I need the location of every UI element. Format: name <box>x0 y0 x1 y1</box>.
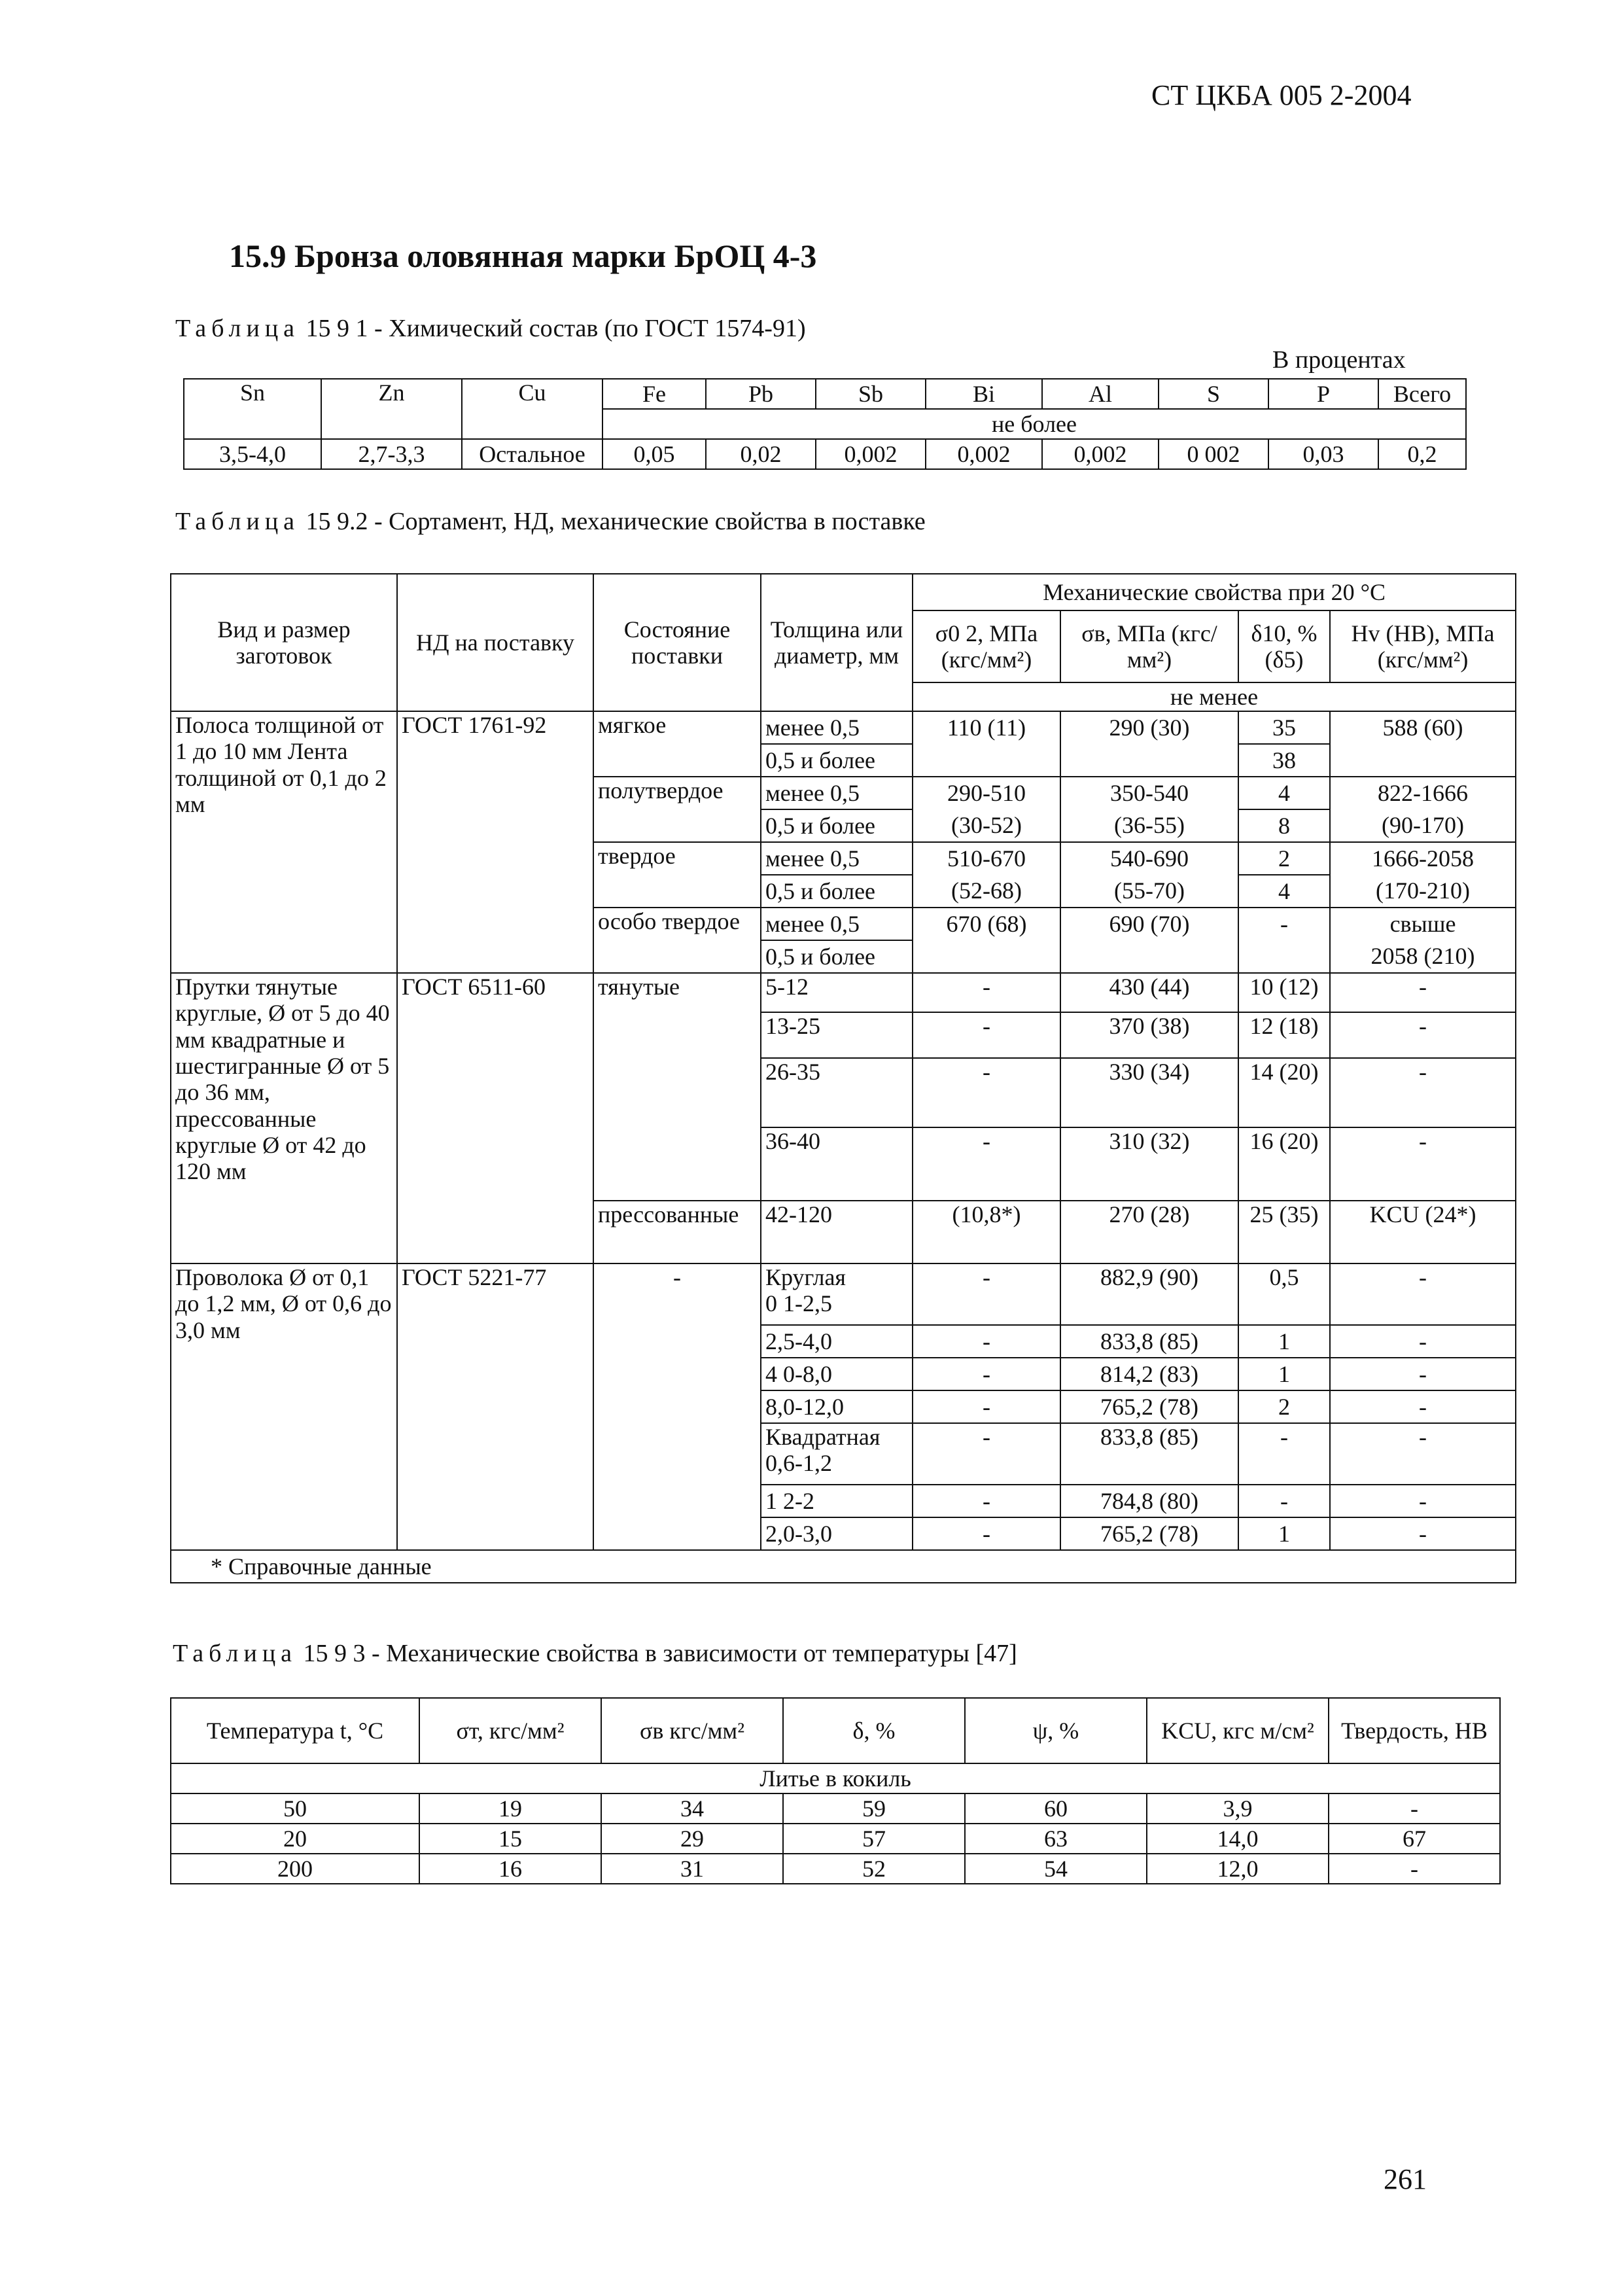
table2-caption <box>175 507 926 536</box>
table-cell: 2058 (210) <box>1330 940 1516 973</box>
table-cell: 765,2 (78) <box>1060 1517 1238 1550</box>
table-cell: 16 (20) <box>1238 1127 1330 1201</box>
header-kind: Вид и размер заготовок <box>171 574 397 711</box>
table-cell: 882,9 (90) <box>1060 1263 1238 1325</box>
header-s02: σ0 2, МПа (кгс/мм²) <box>913 610 1060 682</box>
header-d10: δ10, % (δ5) <box>1238 610 1330 682</box>
table-cell: 510-670 <box>913 842 1060 875</box>
table-cell: 200 <box>171 1854 419 1884</box>
table-cell: - <box>1330 1358 1516 1390</box>
table-cell: 25 (35) <box>1238 1201 1330 1263</box>
table-cell: - <box>913 973 1060 1012</box>
table-cell: 0,5 и более <box>761 875 913 908</box>
table1-unit: В процентах <box>1272 346 1406 374</box>
header-cell: Zn <box>321 379 462 439</box>
footnote-row <box>171 1550 1516 1583</box>
table-cell: 59 <box>783 1793 965 1824</box>
table3-number: 15 9 3 <box>303 1640 366 1667</box>
table-cell: 5-12 <box>761 973 913 1012</box>
table-cell: 0,5 и более <box>761 744 913 777</box>
table-cell: 29 <box>601 1824 783 1854</box>
table-cell: 0,5 <box>1238 1263 1330 1325</box>
header-nd: НД на поставку <box>397 574 593 711</box>
table-cell: - <box>1238 1485 1330 1517</box>
group3-kind: Проволока Ø от 0,1 до 1,2 мм, Ø от 0,6 до 3,0 мм <box>171 1263 397 1550</box>
table-cell: - <box>1330 1423 1516 1485</box>
table-cell: - <box>913 1423 1060 1485</box>
table-cell <box>1330 744 1516 777</box>
table-cell: Остальное <box>462 439 602 469</box>
table-cell: 290 (30) <box>1060 711 1238 744</box>
table-cell: 1666-2058 <box>1330 842 1516 875</box>
footnote: * Справочные данные <box>171 1550 1516 1583</box>
table-cell <box>913 744 1060 777</box>
table-cell: - <box>1329 1854 1500 1884</box>
table-cell: (30-52) <box>913 809 1060 842</box>
table-cell: - <box>913 1325 1060 1358</box>
group1-kind: Полоса толщиной от 1 до 10 мм Лента толщиной от 0,1 до 2 мм <box>171 711 397 973</box>
table-cell: 54 <box>965 1854 1147 1884</box>
table-cell: 833,8 (85) <box>1060 1325 1238 1358</box>
header-mech: Механические свойства при 20 °С <box>913 574 1516 610</box>
table-cell: 270 (28) <box>1060 1201 1238 1263</box>
table-cell: 26-35 <box>761 1058 913 1127</box>
table-cell: 13-25 <box>761 1012 913 1058</box>
table-cell: 31 <box>601 1854 783 1884</box>
table-cell: 42-120 <box>761 1201 913 1263</box>
table-cell: 12,0 <box>1147 1854 1329 1884</box>
table-cell: 765,2 (78) <box>1060 1390 1238 1423</box>
table-cell: 2,0-3,0 <box>761 1517 913 1550</box>
table-cell: - <box>913 1263 1060 1325</box>
table-cell: 10 (12) <box>1238 973 1330 1012</box>
table-cell: 814,2 (83) <box>1060 1358 1238 1390</box>
table-cell: 67 <box>1329 1824 1500 1854</box>
header-cell: Sb <box>816 379 926 409</box>
shape-round: Круглая <box>765 1264 846 1290</box>
table-cell: - <box>913 1358 1060 1390</box>
table-cell: - <box>1330 1058 1516 1127</box>
header-size: Толщина или диаметр, мм <box>761 574 913 711</box>
table-cell: 330 (34) <box>1060 1058 1238 1127</box>
table-row <box>184 439 1466 469</box>
assortment-table <box>170 573 1516 1583</box>
table-cell: 4 <box>1238 875 1330 908</box>
table-cell: 430 (44) <box>1060 973 1238 1012</box>
table-cell: - <box>1330 1127 1516 1201</box>
table-cell: менее 0,5 <box>761 842 913 875</box>
table-cell: 350-540 <box>1060 777 1238 809</box>
header-min: не менее <box>913 682 1516 711</box>
header-state: Состояние поставки <box>593 574 761 711</box>
table-cell: (36-55) <box>1060 809 1238 842</box>
table3-title: - Механические свойства в зависимости от температуры [47] <box>372 1640 1017 1667</box>
table-cell: 14 (20) <box>1238 1058 1330 1127</box>
table-cell: 2 <box>1238 1390 1330 1423</box>
table-cell: 1 2-2 <box>761 1485 913 1517</box>
table-cell: 1 <box>1238 1358 1330 1390</box>
table-cell: - <box>1329 1793 1500 1824</box>
table-cell: 52 <box>783 1854 965 1884</box>
table-cell: - <box>1330 1325 1516 1358</box>
table-cell <box>1060 744 1238 777</box>
table-cell: - <box>1330 1517 1516 1550</box>
header-cell: KCU, кгс м/см² <box>1147 1698 1329 1763</box>
table-cell: 2,5-4,0 <box>761 1325 913 1358</box>
document-code: СТ ЦКБА 005 2-2004 <box>1151 79 1412 111</box>
table-cell: 0,2 <box>1378 439 1466 469</box>
table-cell: 0 002 <box>1159 439 1268 469</box>
group1-nd: ГОСТ 1761-92 <box>397 711 593 973</box>
state-wire: - <box>593 1263 761 1550</box>
table-cell: KCU (24*) <box>1330 1201 1516 1263</box>
table3-label: Таблица <box>173 1640 298 1667</box>
table-cell: - <box>1238 1423 1330 1485</box>
table-cell: - <box>1330 973 1516 1012</box>
header-cell: Al <box>1042 379 1159 409</box>
table-cell: 290-510 <box>913 777 1060 809</box>
header-cell: Pb <box>706 379 816 409</box>
header-cell: Твердость, НВ <box>1329 1698 1500 1763</box>
table2-title: - Сортамент, НД, механические свойства в поставке <box>374 508 926 535</box>
table-cell: 2 <box>1238 842 1330 875</box>
table-cell: 110 (11) <box>913 711 1060 744</box>
table-cell: (170-210) <box>1330 875 1516 908</box>
table-cell: менее 0,5 <box>761 711 913 744</box>
table-cell: (52-68) <box>913 875 1060 908</box>
table-cell: - <box>913 1485 1060 1517</box>
shape-square: Квадратная <box>765 1424 881 1450</box>
table-cell: 822-1666 <box>1330 777 1516 809</box>
table2-label: Таблица <box>175 508 300 535</box>
header-sv: σв, МПа (кгс/мм²) <box>1060 610 1238 682</box>
header-cell: Bi <box>926 379 1042 409</box>
table-cell: - <box>1330 1012 1516 1058</box>
table3-header-row <box>171 1698 1500 1763</box>
table-cell <box>761 1263 913 1325</box>
table-cell: - <box>1330 1390 1516 1423</box>
table-cell: 14,0 <box>1147 1824 1329 1854</box>
table-row <box>171 711 1516 744</box>
table-cell <box>913 940 1060 973</box>
table-row <box>171 1793 1500 1824</box>
header-cell: Cu <box>462 379 602 439</box>
table-cell: 0,002 <box>816 439 926 469</box>
table-row <box>171 1854 1500 1884</box>
size-value: 0,6-1,2 <box>765 1450 832 1477</box>
table-cell: 1 <box>1238 1517 1330 1550</box>
table-cell: 310 (32) <box>1060 1127 1238 1201</box>
table-cell: 3,5-4,0 <box>184 439 321 469</box>
table-cell: 8,0-12,0 <box>761 1390 913 1423</box>
table-cell: 370 (38) <box>1060 1012 1238 1058</box>
table-cell <box>1238 940 1330 973</box>
page-number: 261 <box>1384 2163 1427 2195</box>
state-extra-hard: особо твердое <box>593 908 761 973</box>
table-cell: 0,5 и более <box>761 940 913 973</box>
table-cell: 1 <box>1238 1325 1330 1358</box>
header-cell: ψ, % <box>965 1698 1147 1763</box>
table-cell: - <box>1330 1263 1516 1325</box>
table-cell: менее 0,5 <box>761 908 913 940</box>
group2-kind: Прутки тянутые круглые, Ø от 5 до 40 мм квадратные и шестигранные Ø от 5 до 36 мм, прессованные круглые Ø от 42 до 120 мм <box>171 973 397 1263</box>
table1-number: 15 9 1 <box>305 315 368 342</box>
state-hard: твердое <box>593 842 761 908</box>
chemical-composition-table <box>183 378 1467 470</box>
table-row <box>171 1263 1516 1325</box>
state-pressed: прессованные <box>593 1201 761 1263</box>
table-cell: 38 <box>1238 744 1330 777</box>
subheader-cell: Литье в кокиль <box>171 1763 1500 1793</box>
table-cell: - <box>913 1390 1060 1423</box>
table-cell: 8 <box>1238 809 1330 842</box>
table-cell: - <box>1238 908 1330 940</box>
group2-nd: ГОСТ 6511-60 <box>397 973 593 1263</box>
header-hv: Hv (HB), МПа (кгс/мм²) <box>1330 610 1516 682</box>
table-cell: 0,5 и более <box>761 809 913 842</box>
table-cell: 15 <box>419 1824 601 1854</box>
table-cell: 784,8 (80) <box>1060 1485 1238 1517</box>
table-cell: 4 0-8,0 <box>761 1358 913 1390</box>
table-cell: 588 (60) <box>1330 711 1516 744</box>
table1-header-row <box>184 379 1466 409</box>
table1-caption <box>175 314 806 343</box>
table-cell: 34 <box>601 1793 783 1824</box>
table-cell: 36-40 <box>761 1127 913 1201</box>
table-cell: 2,7-3,3 <box>321 439 462 469</box>
header-cell: Всего <box>1378 379 1466 409</box>
header-cell: σт, кгс/мм² <box>419 1698 601 1763</box>
table-cell: - <box>913 1517 1060 1550</box>
header-cell: P <box>1268 379 1378 409</box>
table-cell: 3,9 <box>1147 1793 1329 1824</box>
table-cell <box>1060 940 1238 973</box>
table-cell: - <box>913 1127 1060 1201</box>
group3-nd: ГОСТ 5221-77 <box>397 1263 593 1550</box>
table-cell: 833,8 (85) <box>1060 1423 1238 1485</box>
table2-header-row <box>171 574 1516 610</box>
table-cell: 0,002 <box>1042 439 1159 469</box>
temperature-properties-table <box>170 1697 1501 1884</box>
table-cell: 0,002 <box>926 439 1042 469</box>
table-cell <box>761 1423 913 1485</box>
table-cell: 0,05 <box>602 439 706 469</box>
table-cell: свыше <box>1330 908 1516 940</box>
header-cell: σв кгс/мм² <box>601 1698 783 1763</box>
table-cell: менее 0,5 <box>761 777 913 809</box>
table1-title: - Химический состав (по ГОСТ 1574-91) <box>374 315 806 342</box>
table-row <box>171 1824 1500 1854</box>
table-cell: (10,8*) <box>913 1201 1060 1263</box>
table-cell: 60 <box>965 1793 1147 1824</box>
table-cell: 50 <box>171 1793 419 1824</box>
table-cell: 19 <box>419 1793 601 1824</box>
table3-subheader-row <box>171 1763 1500 1793</box>
section-title: 15.9 Бронза оловянная марки БрОЦ 4-3 <box>229 238 817 274</box>
state-soft: мягкое <box>593 711 761 777</box>
header-cell: Sn <box>184 379 321 439</box>
table-cell: - <box>913 1058 1060 1127</box>
table-cell: 35 <box>1238 711 1330 744</box>
table-cell: - <box>1330 1485 1516 1517</box>
table-cell: (55-70) <box>1060 875 1238 908</box>
table-cell: 540-690 <box>1060 842 1238 875</box>
table-cell: 57 <box>783 1824 965 1854</box>
header-cell: Температура t, °С <box>171 1698 419 1763</box>
table1-label: Таблица <box>175 315 300 342</box>
header-cell: δ, % <box>783 1698 965 1763</box>
table-cell: 0,02 <box>706 439 816 469</box>
table-cell: (90-170) <box>1330 809 1516 842</box>
table-cell: 0,03 <box>1268 439 1378 469</box>
table3-caption <box>173 1639 1017 1668</box>
subheader-cell: не более <box>602 409 1466 439</box>
table-cell: 16 <box>419 1854 601 1884</box>
size-value: 0 1-2,5 <box>765 1290 832 1317</box>
header-cell: S <box>1159 379 1268 409</box>
table-cell: 20 <box>171 1824 419 1854</box>
state-drawn: тянутые <box>593 973 761 1201</box>
table2-number: 15 9.2 <box>305 508 368 535</box>
table-cell: 12 (18) <box>1238 1012 1330 1058</box>
table-cell: 690 (70) <box>1060 908 1238 940</box>
table-row <box>171 973 1516 1012</box>
header-cell: Fe <box>602 379 706 409</box>
state-half: полутвердое <box>593 777 761 842</box>
table-cell: 63 <box>965 1824 1147 1854</box>
table-cell: - <box>913 1012 1060 1058</box>
table-cell: 4 <box>1238 777 1330 809</box>
table-cell: 670 (68) <box>913 908 1060 940</box>
